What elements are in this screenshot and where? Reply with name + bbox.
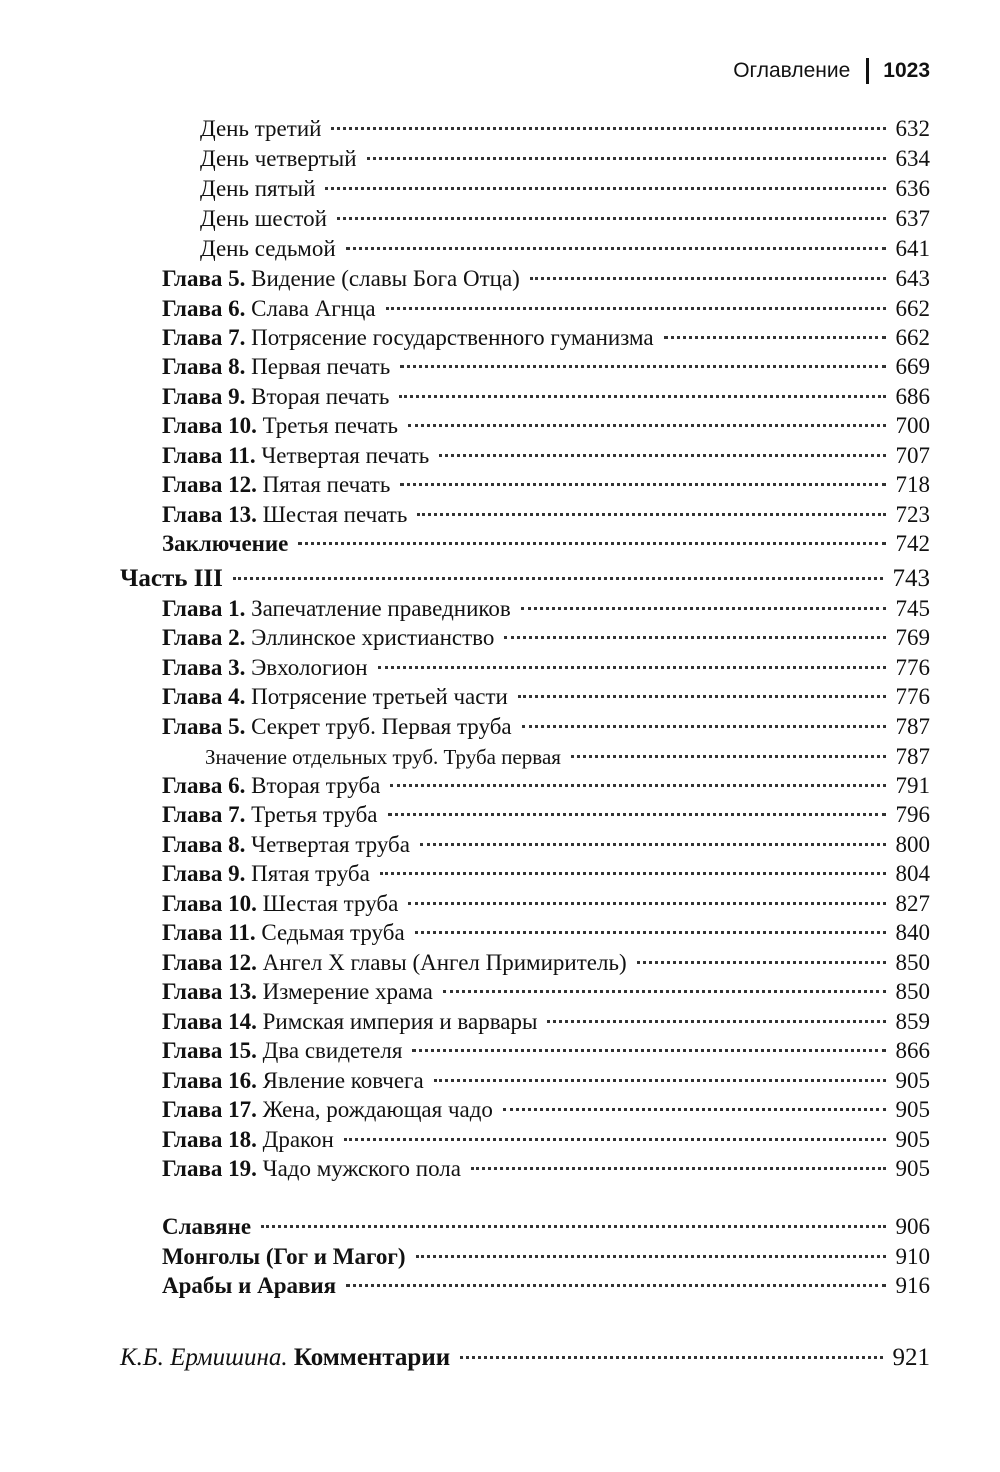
- entry-page: 921: [892, 1344, 930, 1371]
- entry-page: 662: [895, 325, 930, 350]
- entry-title: Потрясение третьей части: [251, 684, 508, 709]
- toc-entry[interactable]: [0, 114, 930, 144]
- entry-title: Видение (славы Бога Отца): [251, 266, 520, 291]
- entry-title: Шестая печать: [262, 502, 408, 527]
- chapter-label: Глава 13.: [162, 979, 257, 1004]
- toc-entry[interactable]: [0, 1066, 930, 1096]
- header-section-title: Оглавление: [733, 59, 851, 82]
- dot-leader: [261, 1225, 885, 1228]
- dot-leader: [434, 1079, 886, 1082]
- dot-leader: [547, 1020, 885, 1023]
- dot-leader: [460, 1356, 882, 1359]
- entry-page: 796: [895, 802, 930, 827]
- entry-title: Эллинское христианство: [251, 625, 495, 650]
- appendix-label: Арабы и Аравия: [162, 1273, 337, 1298]
- entry-title: Потрясение государственного гуманизма: [251, 325, 654, 350]
- entry-page: 905: [895, 1097, 930, 1122]
- entry-page: 776: [895, 655, 930, 680]
- entry-page: 662: [895, 296, 930, 321]
- dot-leader: [400, 483, 885, 486]
- toc-entry[interactable]: [0, 859, 930, 889]
- chapter-label: Глава 1.: [162, 596, 246, 621]
- chapter-label: Глава 16.: [162, 1068, 257, 1093]
- chapter-label: Глава 12.: [162, 950, 257, 975]
- toc-entry[interactable]: [0, 234, 930, 264]
- dot-leader: [415, 931, 886, 934]
- entry-page: 632: [895, 116, 930, 141]
- entry-title: Вторая труба: [251, 773, 381, 798]
- toc-entry[interactable]: [0, 470, 930, 500]
- toc-entry[interactable]: [0, 1007, 930, 1037]
- entry-page: 700: [895, 413, 930, 438]
- dot-leader: [503, 1108, 886, 1111]
- entry-title: Четвертая труба: [251, 832, 410, 857]
- entry-title: Значение отдельных труб. Труба первая: [205, 745, 561, 769]
- toc-entry[interactable]: [0, 529, 930, 559]
- dot-leader: [298, 542, 885, 545]
- entry-page: 840: [895, 920, 930, 945]
- entry-page: 669: [895, 354, 930, 379]
- dot-leader: [346, 247, 886, 250]
- toc-entry[interactable]: [0, 948, 930, 978]
- entry-page: 769: [895, 625, 930, 650]
- chapter-label: Глава 10.: [162, 413, 257, 438]
- toc-entry[interactable]: [0, 1095, 930, 1125]
- dot-leader: [337, 217, 886, 220]
- entry-title: Дракон: [262, 1127, 334, 1152]
- dot-leader: [390, 784, 885, 787]
- dot-leader: [518, 695, 886, 698]
- entry-page: 866: [895, 1038, 930, 1063]
- entry-page: 804: [895, 861, 930, 886]
- entry-title: Явление ковчега: [262, 1068, 424, 1093]
- toc-entry[interactable]: [0, 1036, 930, 1066]
- entry-page: 643: [895, 266, 930, 291]
- dot-leader: [408, 902, 885, 905]
- entry-title: Два свидетеля: [262, 1038, 403, 1063]
- dot-leader: [439, 454, 885, 457]
- dot-leader: [346, 1284, 885, 1287]
- header-page-number: 1023: [883, 59, 930, 82]
- toc-entry[interactable]: [0, 352, 930, 382]
- chapter-label: Глава 8.: [162, 354, 246, 379]
- dot-leader: [571, 755, 886, 758]
- dot-leader: [420, 843, 886, 846]
- entry-title: Вторая печать: [251, 384, 390, 409]
- entry-title: День седьмой: [200, 236, 336, 261]
- chapter-label: Глава 5.: [162, 714, 246, 739]
- entry-page: 634: [895, 146, 930, 171]
- entry-title: Третья труба: [251, 802, 378, 827]
- toc-entry[interactable]: [0, 771, 930, 801]
- entry-page: 916: [895, 1273, 930, 1298]
- dot-leader: [367, 157, 886, 160]
- dot-leader: [637, 961, 886, 964]
- dot-leader: [388, 813, 886, 816]
- entry-title: Чадо мужского пола: [262, 1156, 461, 1181]
- chapter-label: Глава 14.: [162, 1009, 257, 1034]
- toc-part-entry[interactable]: [0, 564, 930, 594]
- entry-page: 742: [895, 531, 930, 556]
- chapter-label: Глава 6.: [162, 296, 246, 321]
- toc-commentary-entry[interactable]: [0, 1343, 930, 1373]
- chapter-label: Глава 7.: [162, 325, 246, 350]
- dot-leader: [443, 990, 886, 993]
- toc-entry[interactable]: [0, 977, 930, 1007]
- entry-page: 686: [895, 384, 930, 409]
- toc-entry[interactable]: [0, 653, 930, 683]
- chapter-label: Глава 4.: [162, 684, 246, 709]
- entry-title: Третья печать: [262, 413, 399, 438]
- dot-leader: [378, 666, 886, 669]
- chapter-label: Глава 10.: [162, 891, 257, 916]
- appendix-label: Монголы (Гог и Магог): [162, 1244, 406, 1269]
- entry-page: 637: [895, 206, 930, 231]
- chapter-label: Глава 5.: [162, 266, 246, 291]
- dot-leader: [399, 395, 885, 398]
- chapter-label: Глава 9.: [162, 384, 246, 409]
- chapter-label: Глава 11.: [162, 920, 256, 945]
- author-name: К.Б. Ермишина.: [120, 1344, 288, 1371]
- dot-leader: [504, 636, 885, 639]
- entry-title: Шестая труба: [262, 891, 399, 916]
- entry-page: 827: [895, 891, 930, 916]
- entry-page: 905: [895, 1068, 930, 1093]
- entry-page: 745: [895, 596, 930, 621]
- commentary-label: Комментарии: [293, 1344, 451, 1371]
- entry-title: Седьмая труба: [261, 920, 405, 945]
- entry-title: День четвертый: [200, 146, 357, 171]
- dot-leader: [416, 1255, 886, 1258]
- dot-leader: [521, 607, 886, 610]
- entry-page: 743: [892, 565, 930, 592]
- entry-title: Эвхологион: [251, 655, 368, 680]
- entry-page: 800: [895, 832, 930, 857]
- entry-page: 850: [895, 979, 930, 1004]
- entry-title: Четвертая печать: [261, 443, 430, 468]
- chapter-label: Глава 18.: [162, 1127, 257, 1152]
- entry-title: Запечатление праведников: [251, 596, 511, 621]
- toc-entry[interactable]: [0, 682, 930, 712]
- conclusion-label: Заключение: [162, 531, 289, 556]
- entry-page: 636: [895, 176, 930, 201]
- entry-title: Первая печать: [251, 354, 391, 379]
- entry-page: 859: [895, 1009, 930, 1034]
- toc-entry[interactable]: [0, 742, 930, 772]
- chapter-label: Глава 2.: [162, 625, 246, 650]
- toc-entry[interactable]: [0, 264, 930, 294]
- toc-entry[interactable]: [0, 204, 930, 234]
- dot-leader: [380, 872, 886, 875]
- toc-entry[interactable]: [0, 830, 930, 860]
- chapter-label: Глава 6.: [162, 773, 246, 798]
- entry-title: Секрет труб. Первая труба: [251, 714, 512, 739]
- toc-entry[interactable]: [0, 889, 930, 919]
- toc-entry[interactable]: [0, 800, 930, 830]
- appendix-label: Славяне: [162, 1214, 252, 1239]
- entry-page: 905: [895, 1156, 930, 1181]
- toc-entry[interactable]: [0, 1242, 930, 1272]
- entry-page: 787: [895, 744, 930, 769]
- entry-title: Римская империя и варвары: [262, 1009, 538, 1034]
- dot-leader: [522, 725, 886, 728]
- toc-entry[interactable]: [0, 594, 930, 624]
- dot-leader: [386, 307, 886, 310]
- dot-leader: [471, 1167, 886, 1170]
- dot-leader: [325, 187, 885, 190]
- entry-title: Ангел X главы (Ангел Примиритель): [262, 950, 627, 975]
- chapter-label: Глава 12.: [162, 472, 257, 497]
- entry-title: Пятая печать: [262, 472, 391, 497]
- dot-leader: [233, 577, 883, 580]
- dot-leader: [408, 424, 885, 427]
- dot-leader: [412, 1049, 885, 1052]
- entry-title: Жена, рождающая чадо: [262, 1097, 493, 1122]
- chapter-label: Глава 13.: [162, 502, 257, 527]
- entry-title: Слава Агнца: [251, 296, 376, 321]
- toc-entry[interactable]: [0, 411, 930, 441]
- toc-entry[interactable]: [0, 174, 930, 204]
- toc-entry[interactable]: [0, 441, 930, 471]
- toc-entry[interactable]: [0, 294, 930, 324]
- running-header: [733, 58, 930, 84]
- chapter-label: Глава 11.: [162, 443, 256, 468]
- toc-entry[interactable]: [0, 712, 930, 742]
- toc-entry[interactable]: [0, 1154, 930, 1184]
- chapter-label: Глава 8.: [162, 832, 246, 857]
- part-label: Часть III: [120, 565, 223, 592]
- dot-leader: [417, 513, 885, 516]
- chapter-label: Глава 7.: [162, 802, 246, 827]
- toc-entry[interactable]: [0, 1212, 930, 1242]
- entry-page: 906: [895, 1214, 930, 1239]
- toc-entry[interactable]: [0, 382, 930, 412]
- entry-page: 910: [895, 1244, 930, 1269]
- entry-page: 791: [895, 773, 930, 798]
- entry-page: 776: [895, 684, 930, 709]
- toc-entry[interactable]: [0, 918, 930, 948]
- entry-page: 723: [895, 502, 930, 527]
- chapter-label: Глава 15.: [162, 1038, 257, 1063]
- entry-page: 718: [895, 472, 930, 497]
- chapter-label: Глава 19.: [162, 1156, 257, 1181]
- header-divider: [866, 58, 869, 84]
- entry-page: 707: [895, 443, 930, 468]
- toc-entry[interactable]: [0, 1125, 930, 1155]
- entry-title: День шестой: [200, 206, 327, 231]
- entry-title: Измерение храма: [262, 979, 433, 1004]
- chapter-label: Глава 9.: [162, 861, 246, 886]
- toc-entry[interactable]: [0, 1271, 930, 1301]
- entry-title: День третий: [200, 116, 322, 141]
- toc-entry[interactable]: [0, 623, 930, 653]
- dot-leader: [331, 127, 885, 130]
- toc-entry[interactable]: [0, 500, 930, 530]
- entry-page: 905: [895, 1127, 930, 1152]
- dot-leader: [344, 1138, 886, 1141]
- entry-page: 850: [895, 950, 930, 975]
- chapter-label: Глава 3.: [162, 655, 246, 680]
- entry-title: Пятая труба: [251, 861, 370, 886]
- toc-entry[interactable]: [0, 144, 930, 174]
- dot-leader: [664, 336, 886, 339]
- entry-title: День пятый: [200, 176, 316, 201]
- entry-page: 641: [895, 236, 930, 261]
- toc-entry[interactable]: [0, 323, 930, 353]
- dot-leader: [400, 365, 885, 368]
- dot-leader: [530, 277, 886, 280]
- chapter-label: Глава 17.: [162, 1097, 257, 1122]
- entry-page: 787: [895, 714, 930, 739]
